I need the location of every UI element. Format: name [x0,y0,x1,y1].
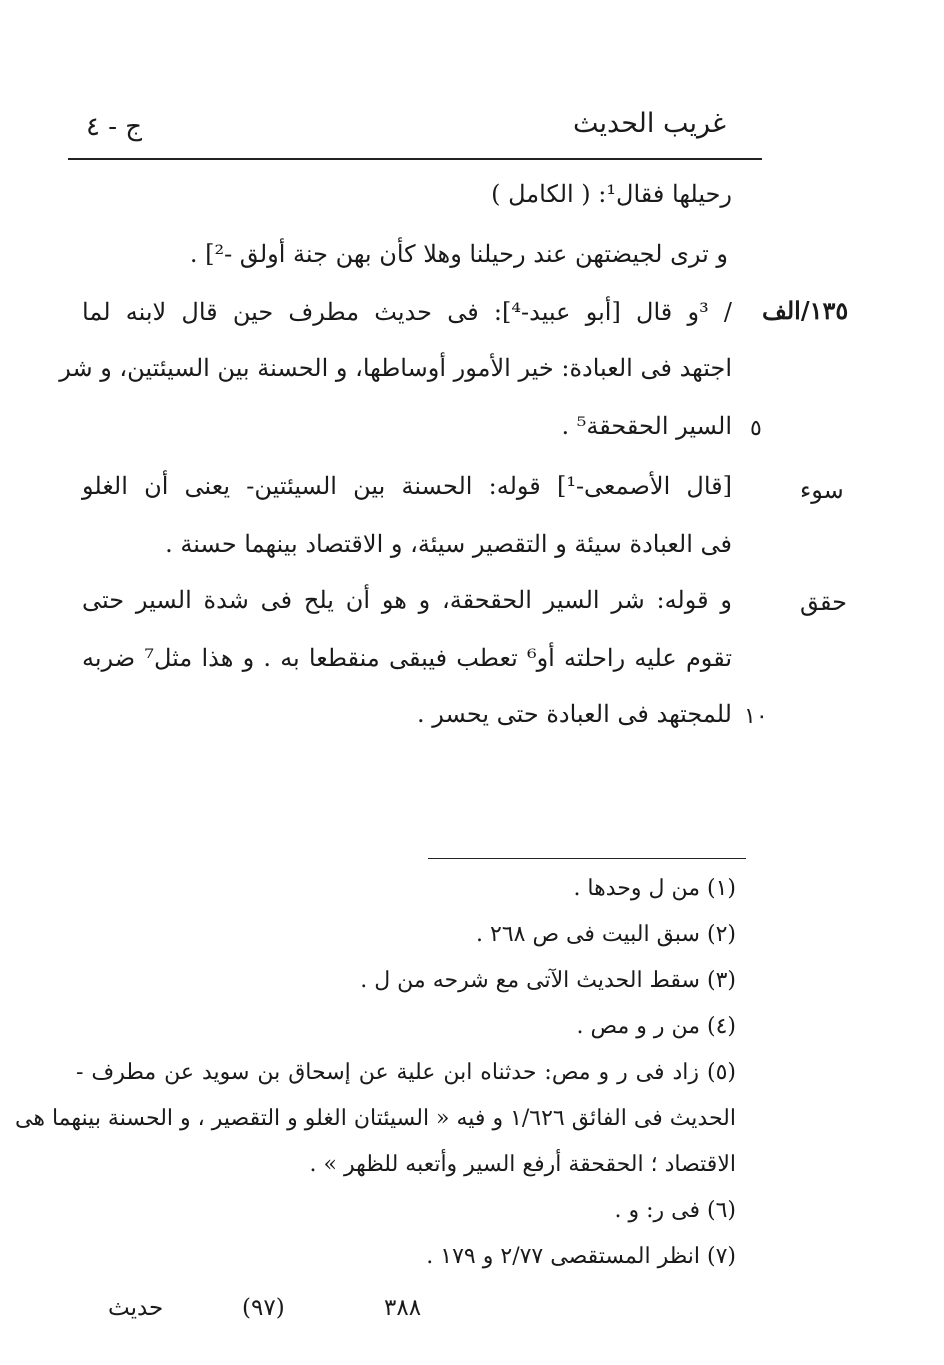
body-line-8: و قوله: شر السير الحقحقة، و هو أن يلح فى شدة السير حتى [82,586,732,614]
line-number-10: ١٠ [744,704,768,729]
section-label: حديث [108,1295,164,1321]
root-label-2: حقق [800,588,847,616]
footnote-5: (٥) زاد فى ر و مص: حدثناه ابن علية عن إسحاق بن سويد عن مطرف - [76,1060,736,1085]
page-number: ٣٨٨ [384,1295,422,1321]
volume-label: ج - ٤ [86,112,143,142]
footnote-4: (٤) من ر و مص . [576,1014,736,1039]
footnote-2: (٢) سبق البيت فى ص ٢٦٨ . [476,922,736,947]
running-title: غريب الحديث [573,108,726,139]
signature-number: (٩٧) [242,1295,285,1321]
body-line-10: للمجتهد فى العبادة حتى يحسر . [416,700,732,728]
body-line-6: [قال الأصمعى-¹] قوله: الحسنة بين السيئتين- يعنى أن الغلو [82,472,732,500]
footnote-6: (٦) فى ر: و . [614,1198,736,1223]
footnote-7: (٧) انظر المستقصى ٢/٧٧ و ١٧٩ . [426,1244,736,1269]
root-label-1: سوء [800,476,844,504]
body-line-7: فى العبادة سيئة و التقصير سيئة، و الاقتصاد بينهما حسنة . [165,530,732,558]
body-line-1: رحيلها فقال¹: ( الكامل ) [491,180,732,208]
folio-marker: ١٣٥/الف [762,296,849,325]
header-rule [68,158,762,160]
body-line-4: اجتهد فى العبادة: خير الأمور أوساطها، و الحسنة بين السيئتين، و شر [59,354,732,382]
footnote-5-end: الاقتصاد ؛ الحقحقة أرفع السير وأتعبه للظهر » . [309,1152,736,1177]
line-number-5: ٥ [750,416,762,441]
body-line-5: السير الحقحقة⁵ . [561,412,732,440]
footnote-5-cont: الحديث فى الفائق ١/٦٢٦ و فيه « السيئتان الغلو و التقصير ، و الحسنة بينهما هى [15,1106,736,1131]
footnote-3: (٣) سقط الحديث الآتى مع شرحه من ل . [360,968,736,993]
body-line-3: / ³و قال [أبو عبيد-⁴]: فى حديث مطرف حين قال لابنه لما [82,298,733,326]
verse-line: و ترى لجيضتهن عند رحيلنا وهلا كأن بهن جنة أولق -²] . [189,240,728,268]
footnote-rule [428,858,746,859]
body-line-9: تقوم عليه راحلته أو⁶ تعطب فيبقى منقطعا به . و هذا مثل⁷ ضربه [82,644,733,672]
footnote-1: (١) من ل وحدها . [573,876,736,901]
